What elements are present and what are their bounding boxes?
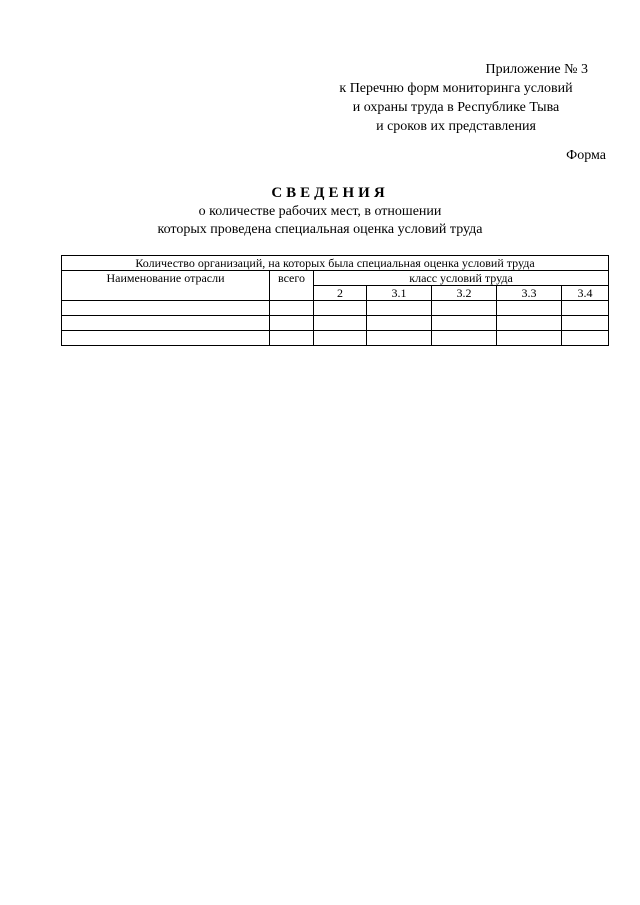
- column-header-industry: Наименование отрасли: [62, 271, 270, 301]
- table-cell: [367, 316, 432, 331]
- table-cell: [562, 301, 609, 316]
- appendix-line: к Перечню форм мониторинга условий: [339, 81, 573, 96]
- table-row: [62, 316, 609, 331]
- appendix-reference: [306, 60, 606, 136]
- table-cell: [562, 316, 609, 331]
- table-cell: [497, 301, 562, 316]
- table-cell: [367, 331, 432, 346]
- table-cell: [62, 316, 270, 331]
- column-header-total: всего: [270, 271, 314, 301]
- table-header-row: [62, 271, 609, 286]
- form-label: Форма: [566, 148, 606, 163]
- table-cell: [367, 301, 432, 316]
- table-cell: [562, 331, 609, 346]
- table-cell: [432, 331, 497, 346]
- table-cell: [62, 331, 270, 346]
- table-cell: [270, 331, 314, 346]
- document-subtitle-line: которых проведена специальная оценка условий труда: [157, 222, 483, 237]
- document-title-block: [0, 183, 640, 239]
- column-header-class: 2: [314, 286, 367, 301]
- table-cell: [314, 316, 367, 331]
- appendix-number: Приложение № 3: [485, 62, 588, 77]
- column-header-class: 3.1: [367, 286, 432, 301]
- table-cell: [270, 316, 314, 331]
- column-header-class-group: класс условий труда: [314, 271, 609, 286]
- document-subtitle-line: о количестве рабочих мест, в отношении: [198, 204, 442, 219]
- table-cell: [497, 316, 562, 331]
- column-header-class: 3.2: [432, 286, 497, 301]
- table-row: [62, 331, 609, 346]
- table-cell: [432, 301, 497, 316]
- column-header-class: 3.3: [497, 286, 562, 301]
- appendix-line: и сроков их представления: [376, 119, 536, 134]
- table-cell: [497, 331, 562, 346]
- table-cell: [314, 331, 367, 346]
- column-header-class: 3.4: [562, 286, 609, 301]
- document-title: СВЕДЕНИЯ: [271, 185, 389, 201]
- table-row: [62, 301, 609, 316]
- table-cell: [62, 301, 270, 316]
- appendix-line: и охраны труда в Республике Тыва: [352, 100, 560, 115]
- table-cell: [314, 301, 367, 316]
- form-table: [61, 255, 609, 346]
- table-header-row: [62, 256, 609, 271]
- table-top-header: Количество организаций, на которых была специальная оценка условий труда: [62, 256, 609, 271]
- table-cell: [270, 301, 314, 316]
- table-cell: [432, 316, 497, 331]
